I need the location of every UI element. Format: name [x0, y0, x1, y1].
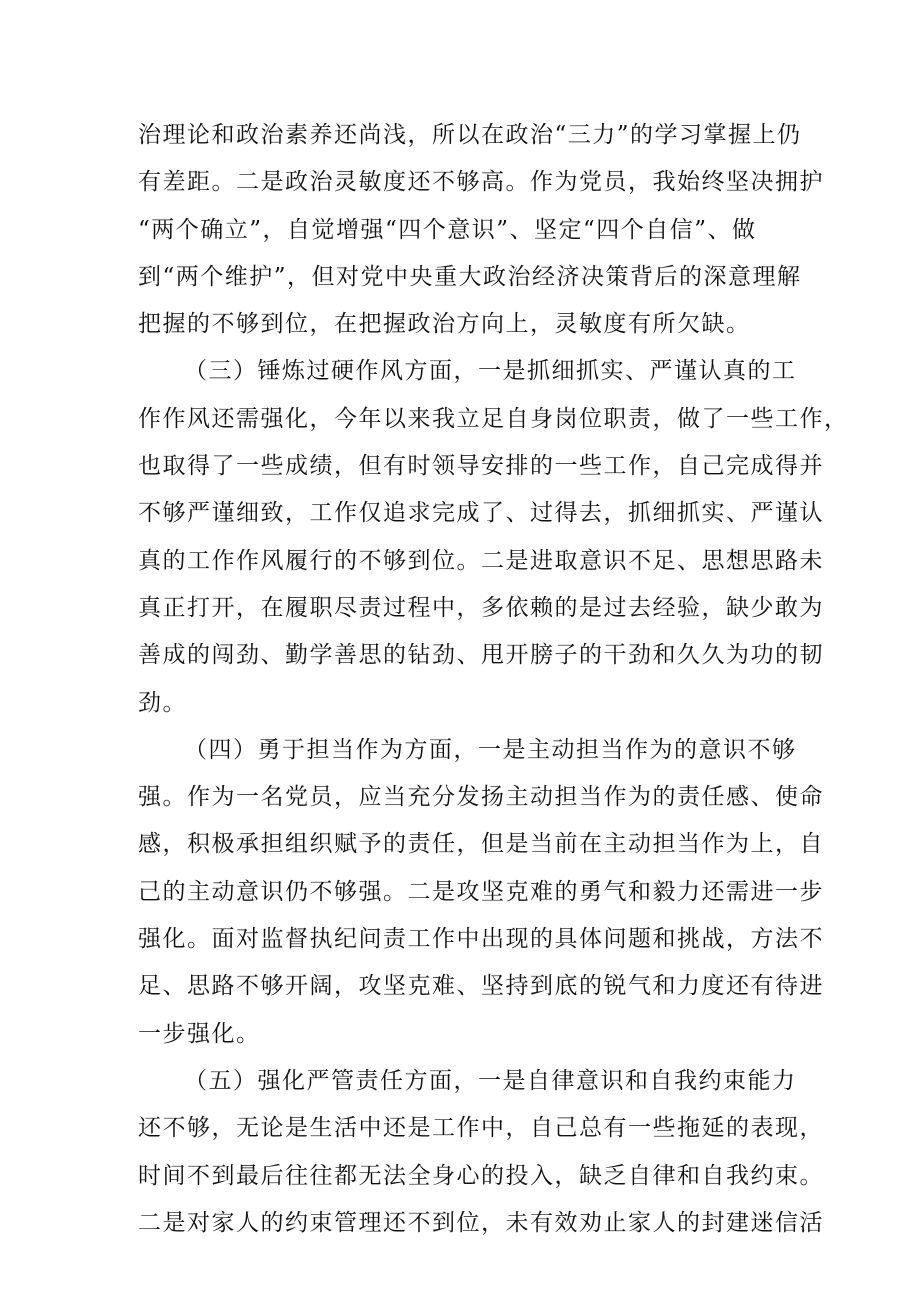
- text-line: 劲。: [138, 689, 187, 716]
- paragraph-section-3: [138, 348, 849, 726]
- paragraph-section-4: [138, 727, 824, 1058]
- text-line: 治理论和政治素养还尚浅，所以在政治“三力”的学习掌握上仍: [138, 122, 802, 148]
- paragraph-section-5: [138, 1058, 824, 1247]
- paragraph-1: [138, 112, 824, 348]
- text-line: 强。作为一名党员，应当充分发扬主动担当作为的责任感、使命: [138, 784, 824, 811]
- text-line: 己的主动意识仍不够强。二是攻坚克难的勇气和毅力还需进一步: [138, 878, 824, 905]
- text-line: “两个确立”，自觉增强“四个意识”、坚定“四个自信”、做: [138, 216, 757, 243]
- text-line: （五）强化严管责任方面，一是自律意识和自我约束能力: [184, 1067, 797, 1094]
- text-line: 二是对家人的约束管理还不到位，未有效劝止家人的封建迷信活: [138, 1209, 824, 1236]
- text-line: 足、思路不够开阔，攻坚克难、坚持到底的锐气和力度还有待进: [138, 973, 824, 1000]
- text-line: 把握的不够到位，在把握政治方向上，灵敏度有所欠缺。: [138, 311, 751, 338]
- text-line: 感，积极承担组织赋予的责任，但是当前在主动担当作为上，自: [138, 831, 824, 858]
- text-line: 一步强化。: [138, 1020, 261, 1047]
- text-line: 真的工作作风履行的不够到位。二是进取意识不足、思想思路未: [138, 547, 824, 574]
- text-line: 真正打开，在履职尽责过程中，多依赖的是过去经验，缺少敢为: [138, 594, 824, 621]
- text-line: 有差距。二是政治灵敏度还不够高。作为党员，我始终坚决拥护: [138, 169, 824, 196]
- text-line: 强化。面对监督执纪问责工作中出现的具体问题和挑战，方法不: [138, 926, 824, 953]
- text-line: 善成的闯劲、勤学善思的钻劲、甩开膀子的干劲和久久为功的韧: [138, 642, 824, 669]
- text-line: 时间不到最后往往都无法全身心的投入，缺乏自律和自我约束。: [138, 1162, 824, 1189]
- document-page: [138, 112, 849, 1247]
- text-line: （三）锤炼过硬作风方面，一是抓细抓实、严谨认真的工: [184, 358, 797, 385]
- text-line: 也取得了一些成绩，但有时领导安排的一些工作，自己完成得并: [138, 453, 824, 480]
- text-line: 作作风还需强化，今年以来我立足自身岗位职责，做了一些工作，: [138, 405, 849, 432]
- text-line: 还不够，无论是生活中还是工作中，自己总有一些拖延的表现，: [138, 1115, 824, 1142]
- text-line: 到“两个维护”，但对党中央重大政治经济决策背后的深意理解: [138, 263, 802, 290]
- text-line: （四）勇于担当作为方面，一是主动担当作为的意识不够: [184, 736, 797, 763]
- text-line: 不够严谨细致，工作仅追求完成了、过得去，抓细抓实、严谨认: [138, 500, 824, 527]
